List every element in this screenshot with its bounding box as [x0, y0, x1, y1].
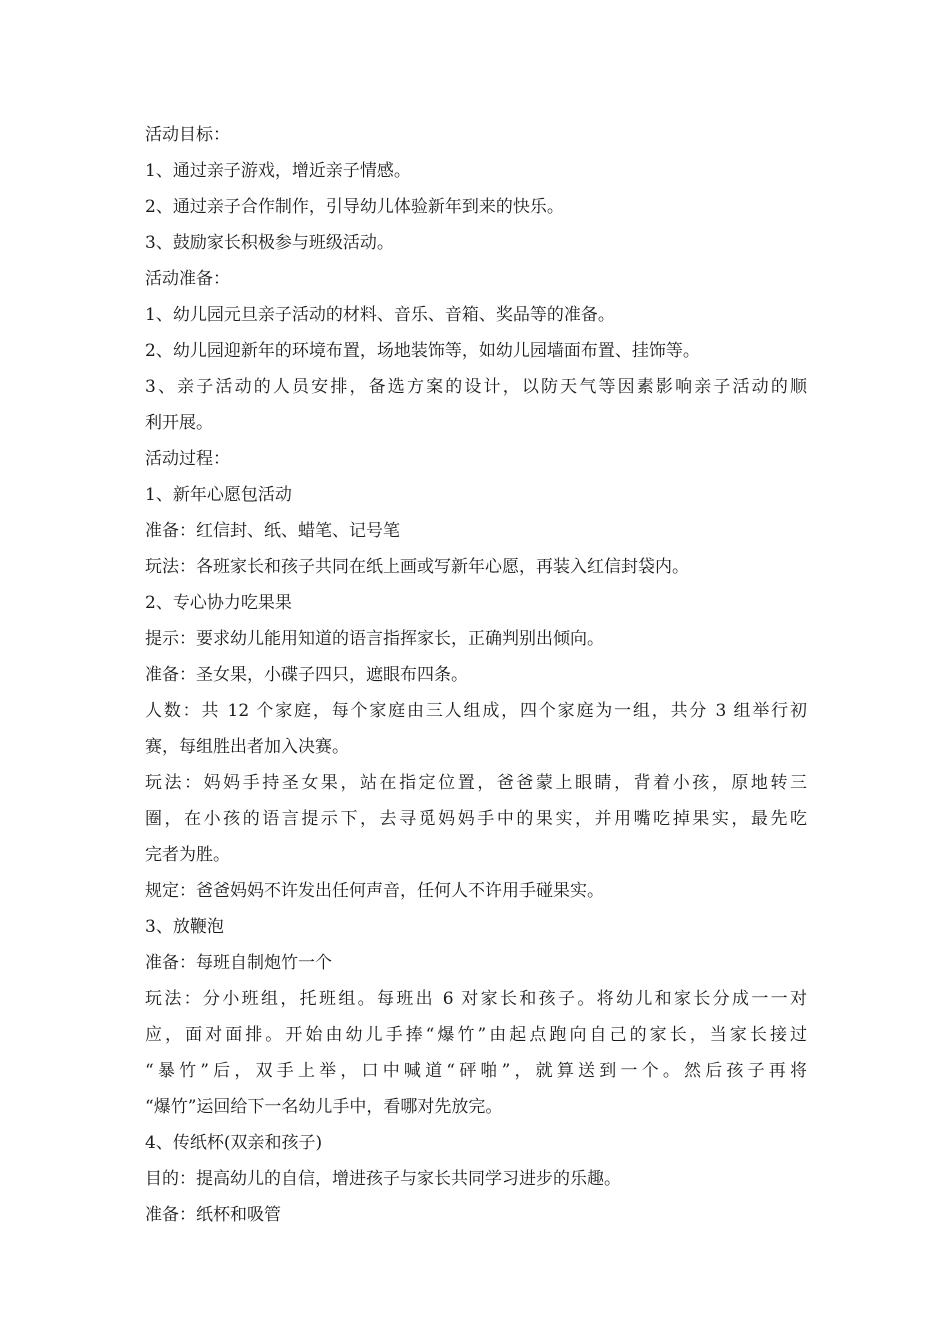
- text-line: 准备：每班自制炮竹一个: [145, 953, 332, 973]
- text-line: “暴竹”后，双手上举，口中喊道“砰啪”，就算送到一个。然后孩子再将: [145, 1061, 807, 1081]
- text-line: 准备：红信封、纸、蜡笔、记号笔: [145, 521, 400, 541]
- text-line: 玩法：各班家长和孩子共同在纸上画或写新年心愿，再装入红信封袋内。: [145, 557, 689, 577]
- text-line: 2、幼儿园迎新年的环境布置，场地装饰等，如幼儿园墙面布置、挂饰等。: [145, 341, 700, 361]
- text-line: 1、幼儿园元旦亲子活动的材料、音乐、音箱、奖品等的准备。: [145, 305, 615, 325]
- text-line: 1、新年心愿包活动: [145, 485, 292, 505]
- text-line: 圈，在小孩的语言提示下，去寻觅妈妈手中的果实，并用嘴吃掉果实，最先吃: [145, 809, 807, 829]
- text-line: 提示：要求幼儿能用知道的语言指挥家长，正确判别出倾向。: [145, 629, 604, 649]
- text-line: 2、专心协力吃果果: [145, 593, 292, 613]
- text-line: 3、鼓励家长积极参与班级活动。: [145, 233, 394, 253]
- text-line: 准备：圣女果，小碟子四只，遮眼布四条。: [145, 665, 468, 685]
- text-line: 赛，每组胜出者加入决赛。: [145, 737, 349, 757]
- text-line: “爆竹”运回给下一名幼儿手中，看哪对先放完。: [145, 1097, 503, 1117]
- text-line: 人数：共 12 个家庭，每个家庭由三人组成，四个家庭为一组，共分 3 组举行初: [145, 701, 807, 721]
- text-line: 3、亲子活动的人员安排，备选方案的设计，以防天气等因素影响亲子活动的顺: [145, 377, 807, 397]
- text-line: 3、放鞭泡: [145, 917, 224, 937]
- text-line: 目的：提高幼儿的自信，增进孩子与家长共同学习进步的乐趣。: [145, 1169, 621, 1189]
- text-line: 玩法：分小班组，托班组。每班出 6 对家长和孩子。将幼儿和家长分成一一对: [145, 989, 807, 1009]
- text-line: 1、通过亲子游戏，增近亲子情感。: [145, 161, 411, 181]
- text-line: 2、通过亲子合作制作，引导幼儿体验新年到来的快乐。: [145, 197, 564, 217]
- text-line: 完者为胜。: [145, 845, 230, 865]
- text-line: 活动过程：: [145, 449, 230, 469]
- text-line: 准备：纸杯和吸管: [145, 1205, 281, 1225]
- document-body: [145, 117, 807, 1233]
- text-line: 应，面对面排。开始由幼儿手捧“爆竹”由起点跑向自己的家长，当家长接过: [145, 1025, 807, 1045]
- text-line: 活动目标：: [145, 125, 230, 145]
- text-line: 玩法：妈妈手持圣女果，站在指定位置，爸爸蒙上眼睛，背着小孩，原地转三: [145, 773, 807, 793]
- text-line: 4、传纸杯(双亲和孩子): [145, 1133, 323, 1153]
- text-line: 利开展。: [145, 413, 213, 433]
- text-line: 规定：爸爸妈妈不许发出任何声音，任何人不许用手碰果实。: [145, 881, 604, 901]
- text-line: 活动准备：: [145, 269, 230, 289]
